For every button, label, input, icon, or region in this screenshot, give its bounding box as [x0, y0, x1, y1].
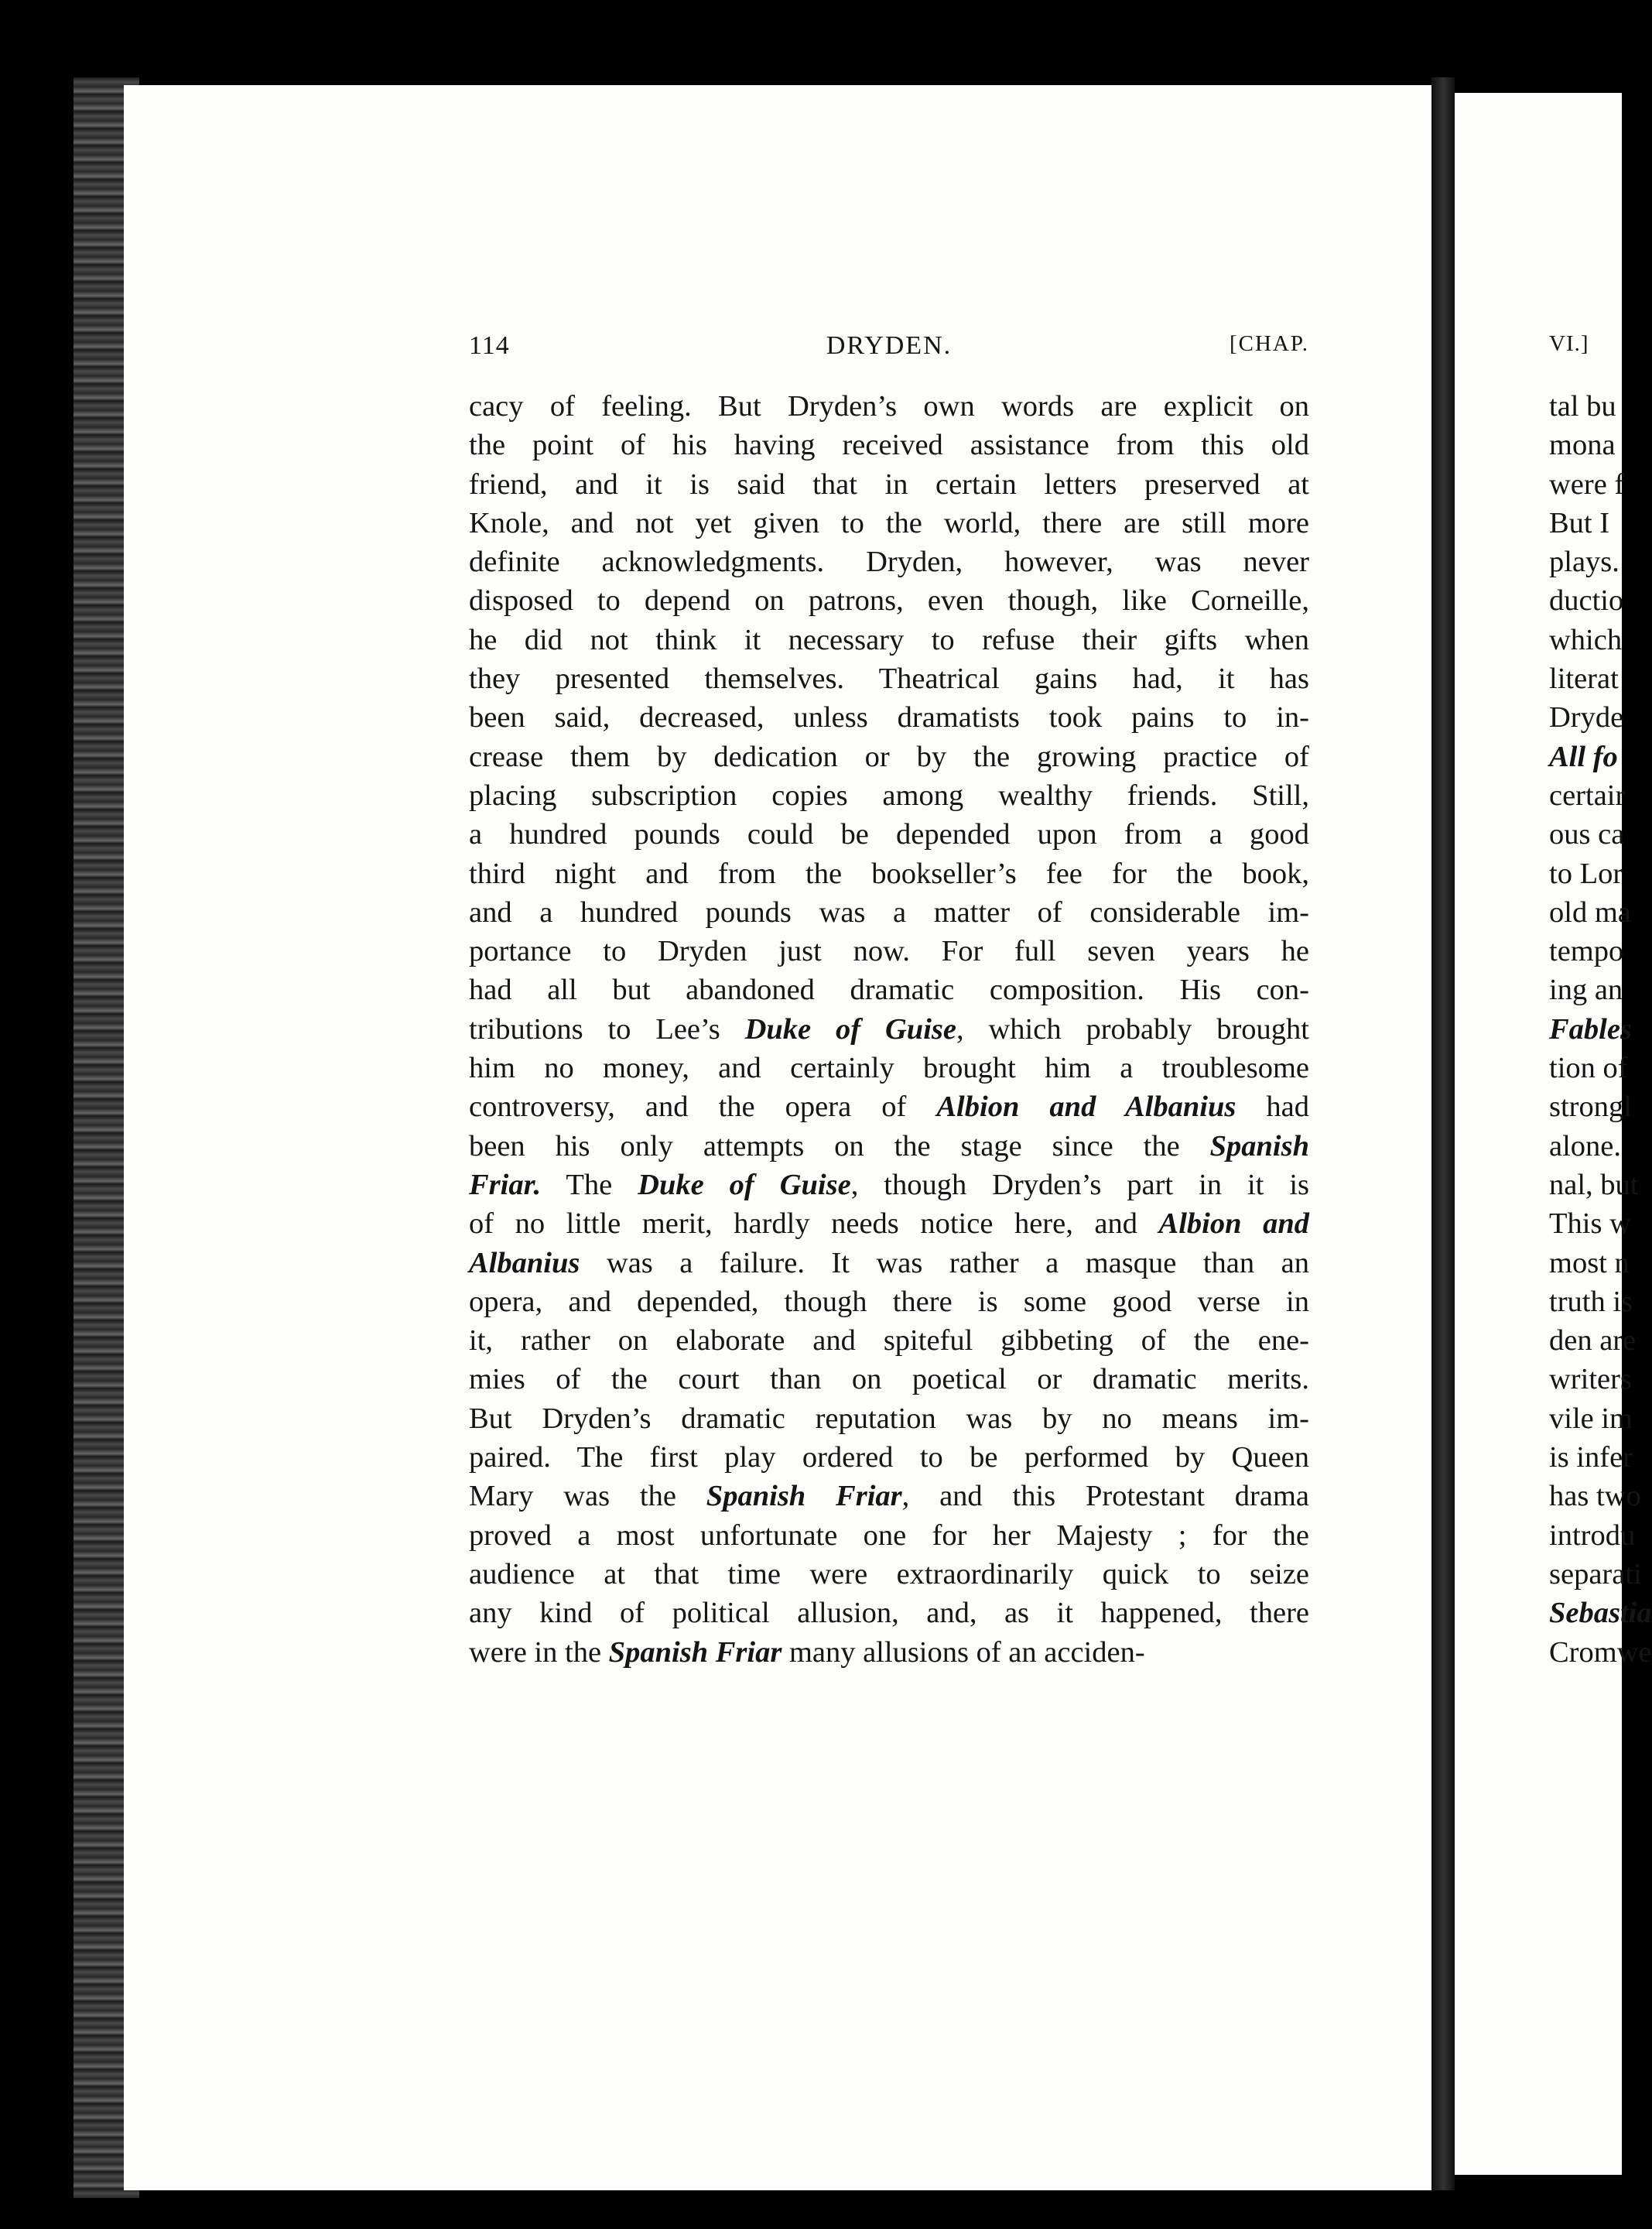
left-text-line: [469, 1633, 1309, 1672]
text-run: But Dryden’s dramatic reputation was by no means im-: [469, 1402, 1309, 1435]
text-run: But I: [1549, 506, 1610, 539]
right-text-line: [1549, 815, 1625, 854]
text-run: him no money, and certainly brought him a troublesome: [469, 1052, 1309, 1085]
left-text-line: [469, 504, 1309, 543]
text-run: old ma: [1549, 895, 1631, 929]
right-text-line: [1549, 738, 1622, 776]
italic-title: Friar.: [469, 1168, 542, 1201]
italic-title: Albanius: [469, 1246, 580, 1279]
text-run: to Lor: [1549, 857, 1623, 890]
text-run: definite acknowledgments. Dryden, however, was never: [469, 546, 1309, 579]
italic-title: Spanish: [1209, 1129, 1309, 1162]
text-run: tal bu: [1549, 390, 1616, 423]
right-text-line: [1549, 1321, 1637, 1360]
running-title: DRYDEN.: [826, 331, 953, 360]
right-text-line: [1549, 1204, 1631, 1243]
text-run: and a hundred pounds was a matter of considerable im-: [469, 895, 1309, 929]
text-run: , though Dryden’s part in it is: [850, 1168, 1309, 1201]
italic-title: All fo: [1549, 740, 1618, 773]
left-text-line: [469, 1244, 1309, 1282]
text-run: ductio: [1549, 584, 1624, 618]
right-text-line: [1549, 504, 1622, 543]
right-text-line: [1549, 893, 1631, 932]
text-run: nal, but: [1549, 1168, 1639, 1201]
chapter-marker: [CHAP.: [1229, 331, 1309, 356]
italic-title: Spanish Friar: [608, 1635, 782, 1669]
running-head: [469, 331, 1309, 378]
text-run: it, rather on elaborate and spiteful gibbeting of the ene-: [469, 1324, 1309, 1358]
text-run: truth is: [1549, 1285, 1633, 1318]
text-run: Mary was the: [469, 1480, 706, 1513]
left-text-line: [469, 932, 1309, 971]
text-run: certair: [1549, 779, 1626, 812]
right-text-line: [1549, 1555, 1642, 1594]
right-text-line: [1549, 698, 1622, 737]
right-text-line: [1549, 659, 1622, 698]
text-run: placing subscription copies among wealthy friends. Still,: [469, 779, 1309, 812]
left-text-line: [469, 581, 1309, 620]
right-text-line: [1549, 426, 1622, 464]
left-text-line: [469, 1360, 1309, 1399]
text-run: opera, and depended, though there is some good verse in: [469, 1285, 1309, 1318]
left-text-line: [469, 621, 1309, 659]
right-text-line: [1549, 465, 1625, 504]
text-run: strongl: [1549, 1091, 1632, 1124]
right-text-line: [1549, 932, 1622, 971]
text-run: they presented themselves. Theatrical gains had, it has: [469, 663, 1309, 696]
left-text-line: [469, 698, 1309, 737]
text-run: ous ca: [1549, 818, 1625, 851]
left-text-line: [469, 1594, 1309, 1632]
text-run: were in the: [469, 1635, 609, 1669]
left-text-line: [469, 815, 1309, 854]
text-run: literat: [1549, 663, 1619, 696]
right-text-line: [1549, 1166, 1639, 1204]
text-run: the point of his having received assistance from this old: [469, 429, 1309, 462]
text-run: had all but abandoned dramatic composition. His con-: [469, 974, 1309, 1007]
left-text-line: [469, 543, 1309, 581]
left-text-line: [469, 465, 1309, 504]
text-run: proved a most unfortunate one for her Majesty ; for the: [469, 1519, 1309, 1552]
left-text-line: [469, 893, 1309, 932]
italic-title: Fables: [1549, 1012, 1632, 1046]
right-text-line: [1549, 1244, 1630, 1282]
text-run: any kind of political allusion, and, as it happened, there: [469, 1597, 1309, 1630]
right-text-line: [1549, 1438, 1633, 1477]
text-run: many allusions of an acciden-: [782, 1635, 1145, 1669]
text-run: portance to Dryden just now. For full seven years he: [469, 935, 1309, 968]
right-text-line: [1549, 854, 1622, 893]
text-run: Dryde: [1549, 701, 1624, 734]
text-run: Knole, and not yet given to the world, there are still more: [469, 506, 1309, 539]
text-run: ing an: [1549, 974, 1623, 1007]
left-text-line: [469, 1555, 1309, 1594]
left-text-line: [469, 1399, 1309, 1438]
text-run: tributions to Lee’s: [469, 1012, 745, 1046]
text-run: audience at that time were extraordinarily quick to seize: [469, 1557, 1309, 1590]
text-run: vile im: [1549, 1402, 1633, 1435]
left-text-line: [469, 426, 1309, 464]
text-run: plays.: [1549, 546, 1620, 579]
body-text: [469, 387, 1309, 1672]
right-page-text: [1549, 331, 1652, 1672]
text-run: alone.: [1549, 1129, 1621, 1162]
left-text-line: [469, 1127, 1309, 1166]
left-text-line: [469, 659, 1309, 698]
right-text-line: [1549, 1516, 1636, 1555]
left-text-line: [469, 1321, 1309, 1360]
text-run: mona: [1549, 429, 1616, 462]
left-text-line: [469, 1477, 1309, 1515]
text-run: crease them by dedication or by the growing practice of: [469, 740, 1309, 773]
text-run: been his only attempts on the stage since the: [469, 1129, 1210, 1162]
text-run: This w: [1549, 1207, 1631, 1241]
text-run: a hundred pounds could be depended upon from a good: [469, 818, 1309, 851]
text-run: is infer: [1549, 1441, 1633, 1474]
right-text-line: [1549, 1633, 1652, 1672]
text-run: tion of: [1549, 1052, 1628, 1085]
left-text-line: [469, 387, 1309, 426]
left-text-line: [469, 738, 1309, 776]
text-run: writers: [1549, 1363, 1632, 1396]
text-run: third night and from the bookseller’s fee for the book,: [469, 857, 1309, 890]
text-run: been said, decreased, unless dramatists took pains to in-: [469, 701, 1309, 734]
text-run: disposed to depend on patrons, even though, like Corneille,: [469, 584, 1309, 618]
right-text-line: [1549, 1399, 1633, 1438]
text-run: of no little merit, hardly needs notice here, and: [469, 1207, 1159, 1241]
right-text-line: [1549, 543, 1622, 581]
text-run: were f: [1549, 467, 1625, 501]
left-text-line: [469, 1516, 1309, 1555]
right-text-line: [1549, 581, 1622, 620]
right-text-line: [1549, 971, 1622, 1009]
left-text-line: [469, 1087, 1309, 1126]
text-run: has two: [1549, 1480, 1641, 1513]
left-text-line: [469, 854, 1309, 893]
left-text-line: [469, 1049, 1309, 1087]
left-text-line: [469, 1282, 1309, 1321]
right-text-line: [1549, 1087, 1632, 1126]
right-text-line: [1549, 1049, 1628, 1087]
left-text-line: [469, 1166, 1309, 1204]
text-run: paired. The first play ordered to be performed by Queen: [469, 1441, 1309, 1474]
left-page-text: [469, 331, 1309, 1672]
left-text-line: [469, 1010, 1309, 1049]
text-run: , and this Protestant drama: [901, 1480, 1309, 1513]
text-run: introdu: [1549, 1519, 1636, 1552]
right-text-line: [1549, 1282, 1633, 1321]
italic-title: Albion and: [1158, 1207, 1309, 1241]
text-run: mies of the court than on poetical or dramatic merits.: [469, 1363, 1309, 1396]
italic-title: Albion and Albanius: [936, 1091, 1236, 1124]
left-text-line: [469, 971, 1309, 1009]
text-run: tempo: [1549, 935, 1624, 968]
text-run: The: [541, 1168, 638, 1201]
text-run: separati: [1549, 1557, 1642, 1590]
right-text-line: [1549, 776, 1626, 815]
italic-title: Sebastia: [1549, 1597, 1652, 1630]
right-text-line: [1549, 1127, 1622, 1166]
italic-title: Spanish Friar: [706, 1480, 902, 1513]
text-run: friend, and it is said that in certain letters preserved at: [469, 467, 1309, 501]
left-text-line: [469, 1438, 1309, 1477]
right-text-line: [1549, 621, 1622, 659]
text-run: was a failure. It was rather a masque than an: [580, 1246, 1309, 1279]
text-run: den are: [1549, 1324, 1637, 1358]
text-run: had: [1236, 1091, 1309, 1124]
right-text-line: [1549, 1010, 1632, 1049]
text-run: Cromwe: [1549, 1635, 1652, 1669]
left-text-line: [469, 1204, 1309, 1243]
text-run: cacy of feeling. But Dryden’s own words are explicit on: [469, 390, 1309, 423]
right-chapter-marker: VI.]: [1549, 331, 1589, 356]
text-run: , which probably brought: [956, 1012, 1309, 1046]
right-body-text: [1549, 387, 1652, 1672]
right-text-line: [1549, 387, 1622, 426]
italic-title: Duke of Guise: [744, 1012, 956, 1046]
left-text-line: [469, 776, 1309, 815]
page-number: 114: [469, 331, 510, 360]
text-run: he did not think it necessary to refuse their gifts when: [469, 623, 1309, 656]
page-gutter: [1431, 77, 1455, 2190]
right-text-line: [1549, 1477, 1641, 1515]
text-run: which: [1549, 623, 1623, 656]
text-run: controversy, and the opera of: [469, 1091, 937, 1124]
right-text-line: [1549, 1594, 1652, 1632]
right-text-line: [1549, 1360, 1632, 1399]
italic-title: Duke of Guise: [638, 1168, 851, 1201]
text-run: most n: [1549, 1246, 1630, 1279]
